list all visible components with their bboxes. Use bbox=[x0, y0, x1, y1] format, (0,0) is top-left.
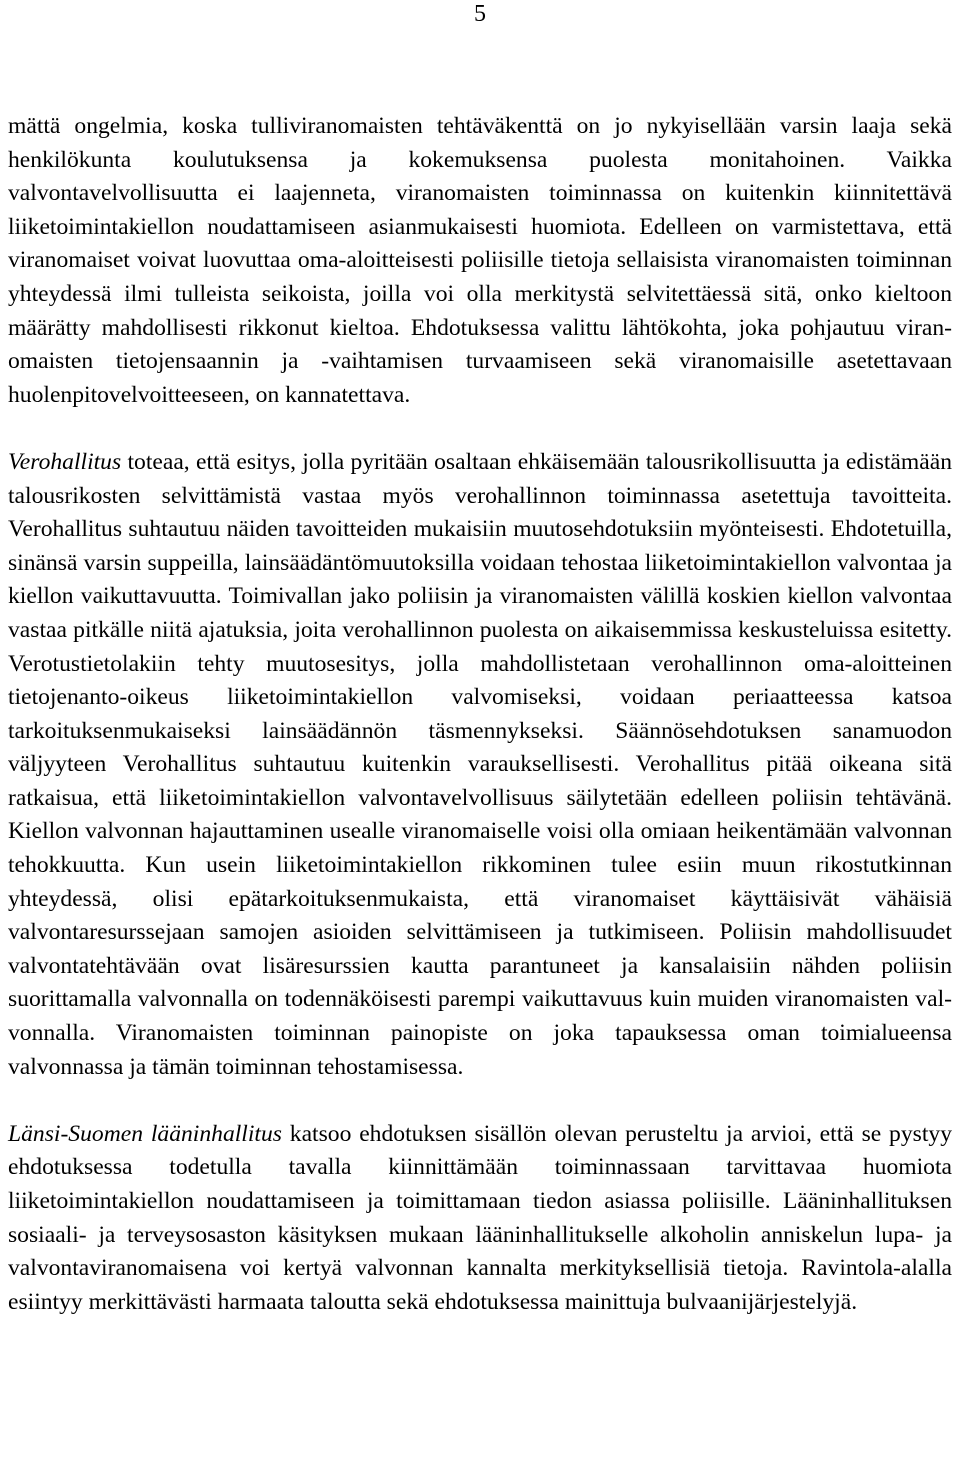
page-number: 5 bbox=[474, 1, 486, 27]
paragraph-text: toteaa, että esitys, jolla pyritään osaltaan ehkäisemään talousrikollisuutta ja edistämään talousrikosten selvittämistä vastaa myös verohallinnon toiminnassa asetettuja tavoitteita. Verohallitus suhtautuu näiden tavoitteiden mukaisiin muutosehdotuksiin myönteisesti. Ehdotetuilla, sinänsä varsin suppeilla, lainsäädäntömuutoksilla voidaan tehostaa liiketoimintakiellon valvontaa ja kiellon vaikuttavuutta. Toimivallan jako poliisin ja viranomaisten välillä koskien kiellon valvontaa vastaa pitkälle niitä ajatuksia, joita verohallinnon puolesta on aikaisemmissa keskusteluissa esitetty. Verotustietolakiin tehty muutosesitys, jolla mahdollistetaan verohallinnon oma-aloitteinen tietojenanto-oikeus liiketoimintakiellon valvomiseksi, voidaan periaatteessa katsoa tarkoituksenmukaiseksi lainsäädännön täsmennykseksi. Säännösehdotuksen sanamuodon väljyyteen Verohallitus suhtautuu kuitenkin varauksellisesti. Verohallitus pitää oikeana sitä ratkaisua, että liiketoimintakiellon valvontavelvollisuus säilytetään edelleen poliisin tehtävänä. Kiellon valvonnan hajauttaminen usealle viranomaiselle voisi olla omiaan heikentämään valvonnan tehokkuutta. Kun usein liiketoimintakiellon rikkominen tulee esiin muun rikostutkinnan yhteydessä, olisi epätarkoituksenmukaista, että viranomaiset käyttäisivät vähäisiä valvontaresurssejaan samojen asioiden selvittämiseen ja tutkimiseen. Poliisin mahdollisuudet valvontatehtävään ovat lisäresurssien kautta parantuneet ja kansalaisiin nähden poliisin suorittamalla valvonnalla on todennäköisesti parempi vaikuttavuus kuin muiden viranomaisten valvonnalla. Viranomaisten toiminnan painopiste on joka tapauksessa oman toimialueensa valvonnassa ja tämän toiminnan tehostamisessa. bbox=[8, 448, 952, 1080]
organization-name: Verohallitus bbox=[8, 448, 122, 475]
paragraph-verohallitus bbox=[8, 446, 952, 1084]
document-body bbox=[8, 110, 952, 1319]
paragraph-tulli-continuation bbox=[8, 110, 952, 412]
paragraph-text: mättä ongelmia, koska tulliviranomaisten tehtäväkenttä on jo nykyisellään varsin laaja sekä henkilökunta koulutuksensa ja kokemuksensa puolesta monitahoinen. Vaikka valvontavelvollisuutta ei laajenneta, viranomaisten toiminnassa on kuitenkin kiinnitettävä liiketoimintakiellon noudattamiseen asianmukaisesti huomiota. Edelleen on varmistettava, että viranomaiset voivat luovuttaa oma-aloitteisesti poliisille tietoja sellaisista viranomaisten toiminnan yhteydessä ilmi tulleista seikoista, joilla voi olla merkitystä selvitettäessä sitä, onko kieltoon määrätty mahdollisesti rikkonut kieltoa. Ehdotuksessa valittu lähtökohta, joka pohjautuu viranomaisten tietojensaannin ja -vaihtamisen turvaamiseen sekä viranomaisille asetettavaan huolenpitovelvoitteeseen, on kannatettava. bbox=[8, 113, 952, 408]
paragraph-lansi-suomen-laaninhallitus bbox=[8, 1118, 952, 1320]
organization-name: Länsi-Suomen lääninhallitus bbox=[8, 1120, 282, 1147]
paragraph-text: katsoo ehdotuksen sisällön olevan perusteltu ja arvioi, että se pystyy ehdotuksessa todetulla tavalla kiinnittämään toiminnassaan tarvittavaa huomiota liiketoimintakiellon noudattamiseen ja toimittamaan tiedon asiassa poliisille. Lääninhallituksen sosiaali- ja terveysosaston käsityksen mukaan lääninhallitukselle alkoholin anniskelun lupa- ja valvontaviranomaisena voi kertyä valvonnan kannalta merkityksellisiä tietoja. Ravintola-alalla esiintyy merkittävästi harmaata taloutta sekä ehdotuksessa mainittuja bulvaanijärjestelyjä. bbox=[8, 1120, 952, 1315]
